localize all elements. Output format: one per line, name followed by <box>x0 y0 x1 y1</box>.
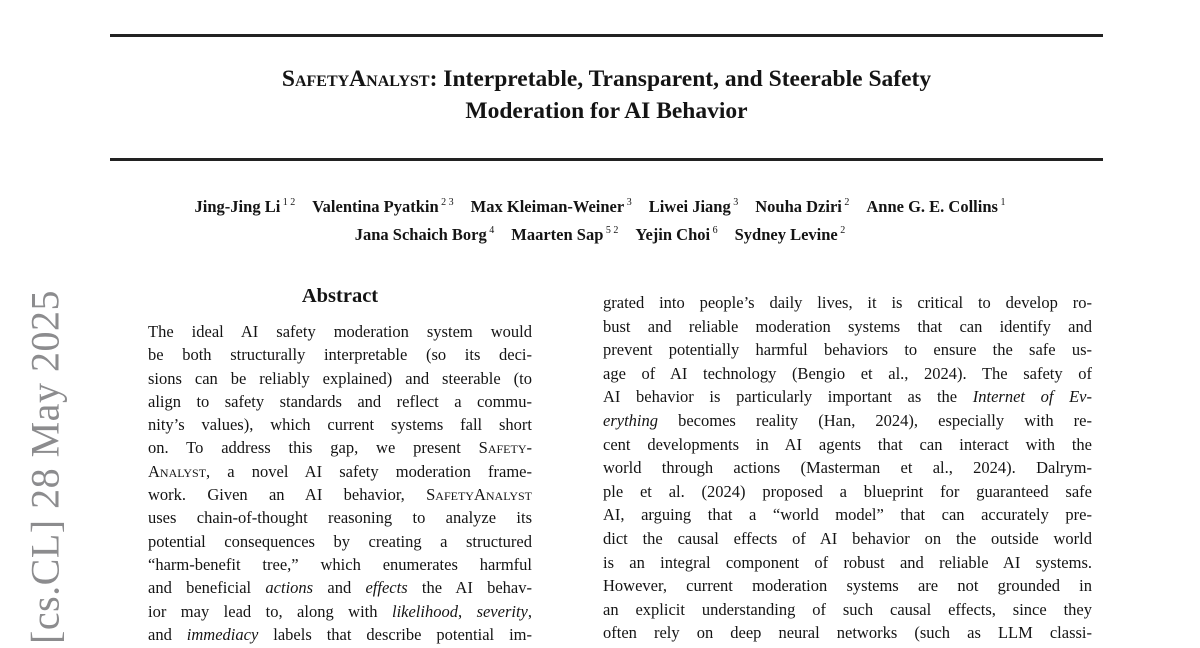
text-line <box>148 413 532 436</box>
author-name <box>195 197 296 216</box>
text-line <box>603 456 1092 480</box>
text-segment: work. Given an AI behavior, <box>148 485 427 505</box>
author-affiliation-superscript: 3 <box>626 196 632 208</box>
author-name-text: Jana Schaich Borg <box>354 225 487 244</box>
text-segment: world through actions (Masterman et al., 2024). Dalrym- <box>603 458 1092 478</box>
text-line <box>603 503 1092 527</box>
text-segment: , <box>527 601 532 621</box>
text-line <box>603 598 1092 622</box>
text-segment: uses chain-of-thought reasoning to analyze its <box>148 508 532 528</box>
smallcaps-text: Analyst <box>148 461 207 481</box>
text-segment: age of AI technology (Bengio et al., 2024). The safety of <box>603 363 1092 383</box>
author-name-text: Liwei Jiang <box>648 197 731 216</box>
text-line <box>603 433 1092 457</box>
text-line <box>603 480 1092 504</box>
author-name-text: Valentina Pyatkin <box>312 197 439 216</box>
text-segment: “harm-benefit tree,” which enumerates harmful <box>148 554 532 574</box>
text-line <box>148 483 532 506</box>
text-line <box>603 291 1092 315</box>
text-segment: prevent potentially harmful behaviors to ensure the safe us- <box>603 340 1092 360</box>
author-list-line-2 <box>80 225 1120 245</box>
text-line <box>603 621 1092 645</box>
author-affiliation-superscript: 5 2 <box>605 224 619 236</box>
italic-text: immediacy <box>186 624 259 644</box>
text-line <box>148 553 532 576</box>
text-line <box>148 460 532 483</box>
smallcaps-text: SafetyAnalyst <box>426 485 532 505</box>
author-affiliation-superscript: 1 2 <box>282 196 296 208</box>
text-segment: , a novel AI safety moderation frame- <box>206 461 532 481</box>
text-segment: dict the causal effects of AI behavior on the outside world <box>603 528 1092 548</box>
author-name-text: Max Kleiman-Weiner <box>470 197 625 216</box>
author-name <box>511 225 618 244</box>
text-segment: ple et al. (2024) proposed a blueprint for guaranteed safe <box>603 481 1092 501</box>
author-name-text: Sydney Levine <box>734 225 838 244</box>
text-line <box>603 338 1092 362</box>
smallcaps-text: Safety- <box>478 438 532 458</box>
smallcaps-text: SafetyAnalyst <box>281 66 430 92</box>
text-line <box>603 409 1092 433</box>
italic-text: likelihood <box>391 601 458 621</box>
text-segment: and <box>148 624 187 644</box>
text-line <box>148 367 532 390</box>
text-line <box>603 527 1092 551</box>
text-segment: grated into people’s daily lives, it is critical to develop ro- <box>603 293 1092 312</box>
author-name <box>471 197 632 216</box>
author-name <box>866 197 1005 216</box>
text-line <box>148 623 532 646</box>
text-line <box>148 390 532 413</box>
paper-title-line-2: Moderation for AI Behavior <box>465 98 748 124</box>
author-name <box>312 197 453 216</box>
text-line <box>148 436 532 459</box>
text-segment: on. To address this gap, we present <box>148 438 479 458</box>
text-segment: The ideal AI safety moderation system would <box>148 322 532 341</box>
abstract-body <box>148 320 532 646</box>
author-name-text: Nouha Dziri <box>755 197 842 216</box>
top-rule <box>110 34 1103 37</box>
author-name <box>635 225 717 244</box>
italic-text: effects <box>365 578 408 598</box>
text-segment: AI behavior is particularly important as the <box>603 387 973 407</box>
abstract-heading: Abstract <box>301 285 379 307</box>
text-line <box>148 530 532 553</box>
author-affiliation-superscript: 4 <box>489 224 495 236</box>
author-name-text: Jing-Jing Li <box>194 197 281 216</box>
italic-text: severity <box>476 601 528 621</box>
text-segment: potential consequences by creating a structured <box>148 531 532 551</box>
text-segment: bust and reliable moderation systems that can identify and <box>603 316 1092 336</box>
author-name <box>355 225 495 244</box>
italic-text: actions <box>265 578 314 598</box>
text-line <box>603 362 1092 386</box>
text-segment: ior may lead to, along with <box>148 601 392 621</box>
text-segment: However, current moderation systems are not grounded in <box>603 576 1092 596</box>
text-segment: and <box>313 578 366 598</box>
arxiv-watermark: [cs.CL] 28 May 2025 <box>22 290 68 644</box>
text-segment: cent developments in AI agents that can interact with the <box>603 434 1092 454</box>
text-segment: the AI behav- <box>407 578 532 598</box>
text-segment: and beneficial <box>148 578 266 598</box>
text-segment: becomes reality (Han, 2024), especially with re- <box>658 410 1092 430</box>
text-segment: align to safety standards and reflect a commu- <box>148 391 532 411</box>
author-affiliation-superscript: 6 <box>712 224 718 236</box>
text-segment: AI, arguing that a “world model” that can accurately pre- <box>603 505 1092 525</box>
text-segment: labels that describe potential im- <box>258 624 532 644</box>
author-list-line-1 <box>80 197 1120 217</box>
author-name-text: Maarten Sap <box>511 225 604 244</box>
author-affiliation-superscript: 1 <box>1000 196 1006 208</box>
paper-title <box>110 63 1103 127</box>
author-affiliation-superscript: 3 <box>733 196 739 208</box>
author-name-text: Yejin Choi <box>635 225 711 244</box>
author-name-text: Anne G. E. Collins <box>866 197 998 216</box>
text-segment: is an integral component of robust and reliable AI systems. <box>603 552 1092 572</box>
author-name <box>755 197 849 216</box>
text-line <box>603 551 1092 575</box>
text-line <box>148 320 532 343</box>
paper-title-line-1 <box>110 63 1103 95</box>
text-segment: often rely on deep neural networks (such as LLM classi- <box>603 623 1092 643</box>
author-affiliation-superscript: 2 3 <box>441 196 454 208</box>
text-segment: , <box>457 601 477 621</box>
text-segment: an explicit understanding of such causal effects, since they <box>603 599 1092 619</box>
italic-text: erything <box>603 410 658 430</box>
introduction-column <box>603 291 1092 645</box>
italic-text: Internet of Ev- <box>972 387 1092 407</box>
author-affiliation-superscript: 2 <box>840 224 846 236</box>
text-line <box>148 343 532 366</box>
author-name <box>735 225 846 244</box>
author-name <box>649 197 739 216</box>
text-segment: be both structurally interpretable (so its deci- <box>148 345 532 365</box>
text-line <box>603 385 1092 409</box>
text-segment: sions can be reliably explained) and steerable (to <box>148 368 532 388</box>
author-affiliation-superscript: 2 <box>844 196 850 208</box>
text-line <box>603 315 1092 339</box>
text-line <box>148 600 532 623</box>
mid-rule <box>110 158 1103 161</box>
text-line <box>148 576 532 599</box>
text-segment: nity’s values), which current systems fall short <box>148 415 532 435</box>
text-line <box>148 506 532 529</box>
text-line <box>603 574 1092 598</box>
text-segment: : Interpretable, Transparent, and Steerable Safety <box>429 66 932 92</box>
